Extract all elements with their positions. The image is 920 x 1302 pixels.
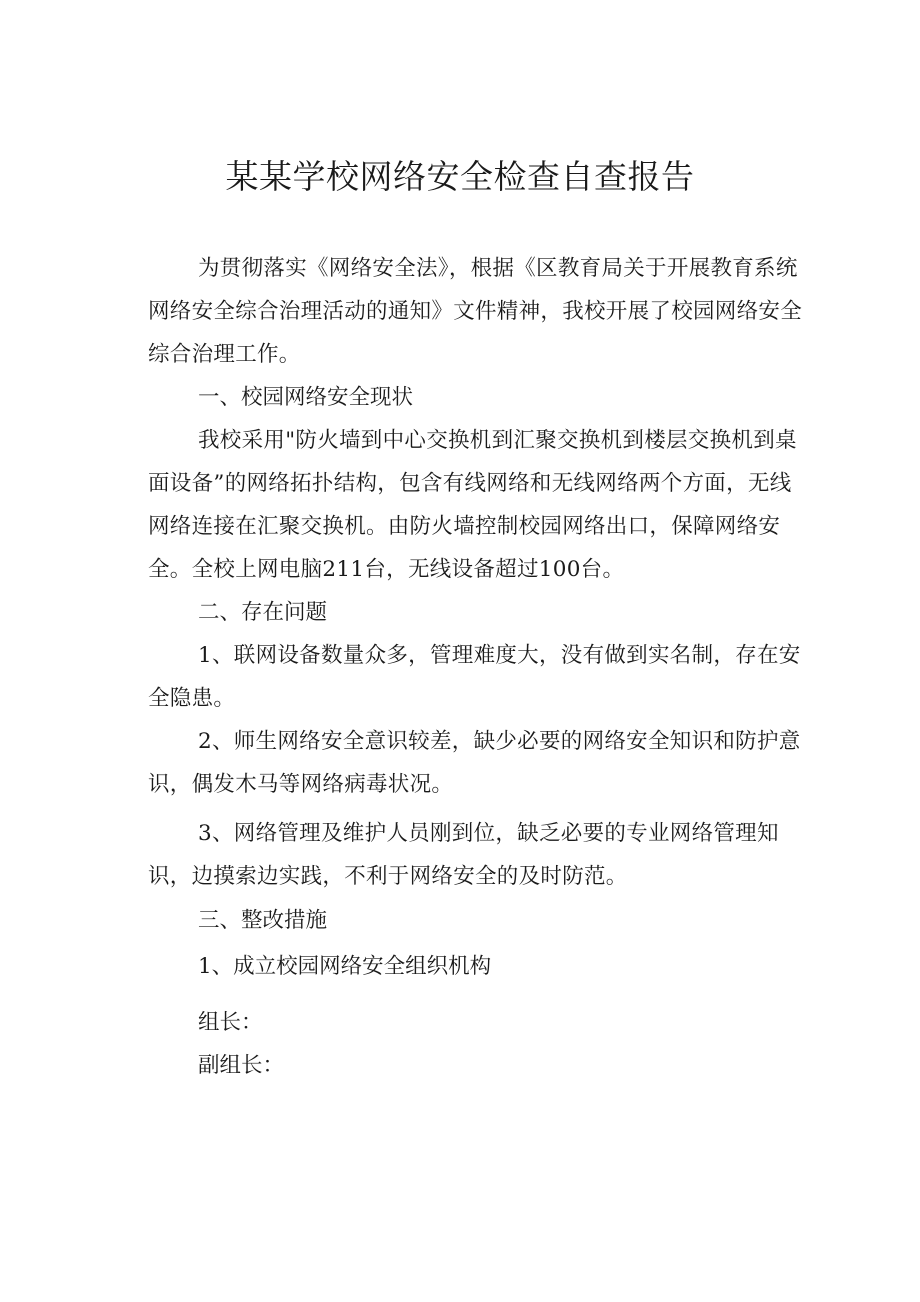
problem-item-2: 2、师生网络安全意识较差，缺少必要的网络安全知识和防护意识，偶发木马等网络病毒状况。 (148, 729, 801, 797)
deputy-leader-label: 副组长： (198, 1053, 285, 1078)
measure-item-1: 1、成立校园网络安全组织机构 (198, 954, 492, 979)
document-title: 某某学校网络安全检查自查报告 (225, 157, 695, 196)
section-heading-problems: 二、存在问题 (198, 600, 328, 625)
section-heading-measures: 三、整改措施 (198, 908, 328, 933)
problem-item-1: 1、联网设备数量众多，管理难度大，没有做到实名制，存在安全隐患。 (148, 643, 801, 711)
intro-paragraph: 为贯彻落实《网络安全法》，根据《区教育局关于开展教育系统网络安全综合治理活动的通知》文件精神，我校开展了校园网络安全综合治理工作。 (148, 256, 803, 367)
leader-label: 组长： (198, 1010, 263, 1035)
section-status-paragraph: 我校采用"防火墙到中心交换机到汇聚交换机到楼层交换机到桌面设备”的网络拓扑结构，包含有线网络和无线网络两个方面，无线网络连接在汇聚交换机。由防火墙控制校园网络出口，保障网络安全。全校上网电脑211台，无线设备超过100台。 (148, 428, 797, 582)
section-heading-status: 一、校园网络安全现状 (198, 385, 414, 410)
problem-item-3: 3、网络管理及维护人员刚到位，缺乏必要的专业网络管理知识，边摸索边实践，不利于网络安全的及时防范。 (148, 821, 779, 889)
